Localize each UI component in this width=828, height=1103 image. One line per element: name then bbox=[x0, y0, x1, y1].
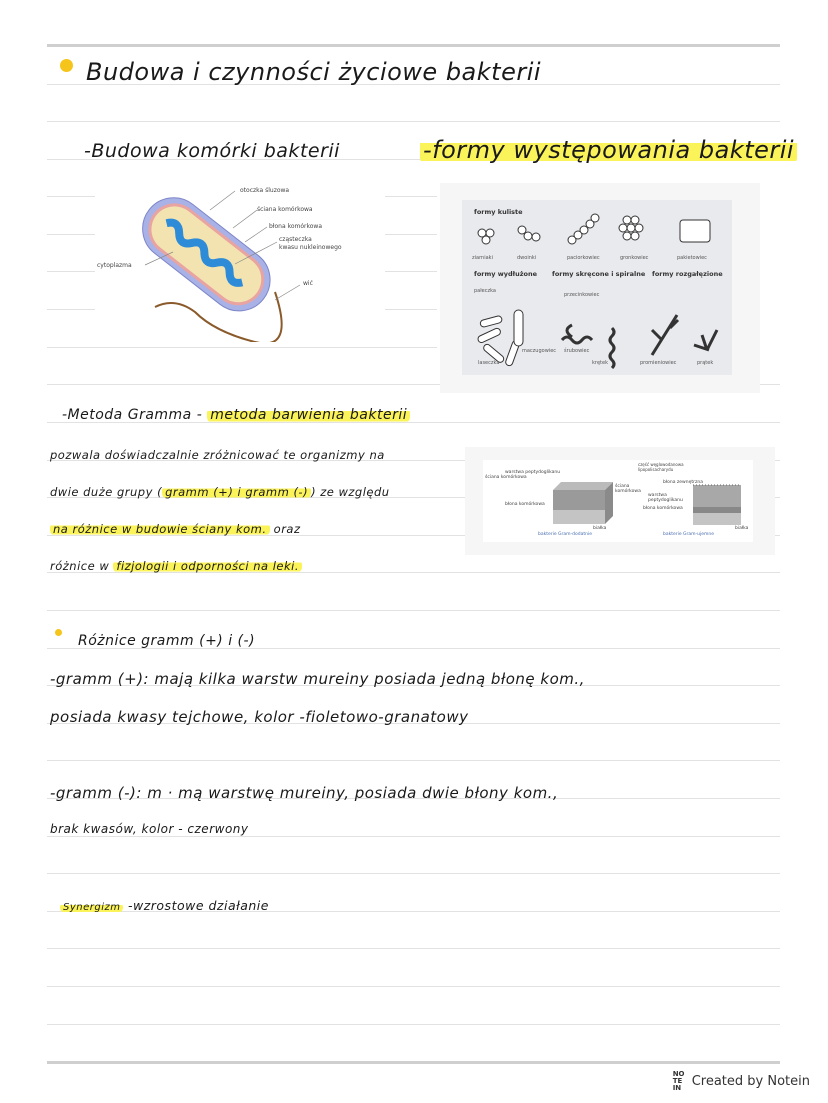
label-nucleic-acid-2: kwasu nukleinowego bbox=[279, 244, 342, 251]
rule bbox=[47, 836, 780, 837]
differences-heading: Różnice gramm (+) i (-) bbox=[78, 633, 256, 649]
synergy-definition: -wzrostowe działanie bbox=[127, 898, 269, 913]
gram-negative-line1: -gramm (-): m · mą warstwę mureiny, posiada dwie błony kom., bbox=[50, 784, 559, 802]
footer-brand bbox=[673, 1071, 810, 1092]
rule bbox=[47, 948, 780, 949]
diagram-label: część węglowodanowa lipopolisacharydu bbox=[638, 462, 684, 472]
form-label: przecinkowiec bbox=[564, 292, 600, 298]
gram-method-line2: pozwala doświadczalnie zróżnicować te organizmy na bbox=[50, 448, 385, 462]
gram-positive-line1: -gramm (+): mają kilka warstw mureiny posiada jedną błonę kom., bbox=[50, 670, 585, 688]
text: dwie duże grupy ( bbox=[50, 485, 163, 499]
rule bbox=[47, 986, 780, 987]
gram-method-line5 bbox=[50, 559, 302, 573]
notein-logo: NOTE IN bbox=[672, 1070, 685, 1092]
form-label: pakietowiec bbox=[677, 255, 707, 261]
label-nucleic-acid-1: cząsteczka bbox=[279, 236, 312, 243]
bacterium-illustration bbox=[95, 182, 385, 342]
rule bbox=[47, 121, 780, 122]
form-label: ziarniaki bbox=[472, 255, 493, 261]
label-cell-membrane: błona komórkowa bbox=[269, 223, 323, 230]
bacteria-forms-figure bbox=[462, 200, 732, 375]
rule bbox=[47, 760, 780, 761]
gram-wall-figure bbox=[483, 460, 753, 542]
gram-groups-highlight: gramm (+) i gramm (-) bbox=[162, 485, 311, 499]
synergy-term: Synergizm bbox=[60, 902, 123, 913]
rule bbox=[47, 347, 437, 348]
form-label: paciorkowiec bbox=[567, 255, 600, 261]
bottom-rule bbox=[47, 1061, 780, 1064]
physiology-highlight: fizjologii i odporności na leki. bbox=[113, 559, 302, 573]
diagram-label: ściana komórkowa bbox=[485, 475, 527, 480]
branched-forms-heading: formy rozgałęzione bbox=[652, 270, 723, 278]
diagram-label: ściana komórkowa bbox=[615, 484, 641, 494]
diagram-label: błona komórkowa bbox=[643, 506, 683, 511]
form-label: pałeczka bbox=[474, 288, 496, 294]
rule bbox=[47, 873, 780, 874]
bacteria-forms-image bbox=[440, 183, 760, 393]
page-title: Budowa i czynności życiowe bakterii bbox=[86, 58, 542, 86]
top-rule bbox=[47, 44, 780, 47]
diagram-label: warstwa peptydoglikanu bbox=[648, 493, 683, 503]
label-slime-capsule: otoczka śluzowa bbox=[240, 187, 290, 194]
diagram-label: warstwa peptydoglikanu bbox=[505, 470, 561, 475]
created-by-text: Created by Notein bbox=[691, 1074, 810, 1089]
gram-method-definition: metoda barwienia bakterii bbox=[207, 407, 410, 423]
diagram-label: błona komórkowa bbox=[505, 502, 545, 507]
round-forms-heading: formy kuliste bbox=[474, 208, 523, 216]
form-label: dwoinki bbox=[517, 255, 537, 261]
text: ) ze względu bbox=[311, 485, 390, 499]
form-label: gronkowiec bbox=[620, 255, 649, 261]
diagram-label: białka bbox=[735, 526, 749, 531]
label-flagellum: wić bbox=[303, 280, 313, 287]
cell-structure-heading: -Budowa komórki bakterii bbox=[84, 140, 340, 162]
forms-heading-text: -formy występowania bakterii bbox=[420, 136, 797, 164]
rule bbox=[47, 1024, 780, 1025]
label-cytoplasm: cytoplazma bbox=[97, 262, 132, 269]
wall-difference-highlight: na różnice w budowie ściany kom. bbox=[50, 522, 270, 536]
bacterium-diagram bbox=[95, 182, 385, 342]
bullet-icon bbox=[60, 59, 73, 72]
gram-method-line4 bbox=[50, 522, 301, 536]
gram-positive-line2: posiada kwasy tejchowe, kolor -fioletowo-granatowy bbox=[50, 708, 469, 726]
diagram-caption: bakterie Gram-ujemne bbox=[663, 532, 715, 537]
spiral-forms-heading: formy skręcone i spiralne bbox=[552, 270, 646, 278]
bacteria-shapes-illustration bbox=[462, 200, 732, 375]
forms-heading bbox=[420, 136, 797, 164]
form-label: promieniowiec bbox=[640, 360, 677, 366]
form-label: krętek bbox=[592, 360, 608, 366]
label-cell-wall: ściana komórkowa bbox=[257, 206, 313, 213]
diagram-label: białka bbox=[593, 526, 607, 531]
gram-method-line1 bbox=[62, 407, 410, 423]
gram-method-term: -Metoda Gramma - bbox=[62, 407, 203, 423]
text: oraz bbox=[273, 522, 301, 536]
form-label: maczugowiec bbox=[522, 348, 557, 354]
synergy-line bbox=[60, 898, 269, 913]
rule bbox=[47, 610, 780, 611]
gram-wall-diagram bbox=[465, 447, 775, 555]
gram-negative-line2: brak kwasów, kolor - czerwony bbox=[50, 822, 249, 836]
elongated-forms-heading: formy wydłużone bbox=[474, 270, 537, 278]
form-label: laseczka bbox=[478, 360, 500, 366]
form-label: prątek bbox=[697, 360, 714, 366]
form-label: śrubowiec bbox=[564, 348, 590, 354]
gram-method-line3 bbox=[50, 485, 390, 499]
diagram-caption: bakterie Gram-dodatnie bbox=[538, 532, 593, 537]
diagram-label: błona zewnętrzna bbox=[663, 480, 703, 485]
text: różnice w bbox=[50, 559, 110, 573]
bullet-icon bbox=[55, 629, 62, 636]
